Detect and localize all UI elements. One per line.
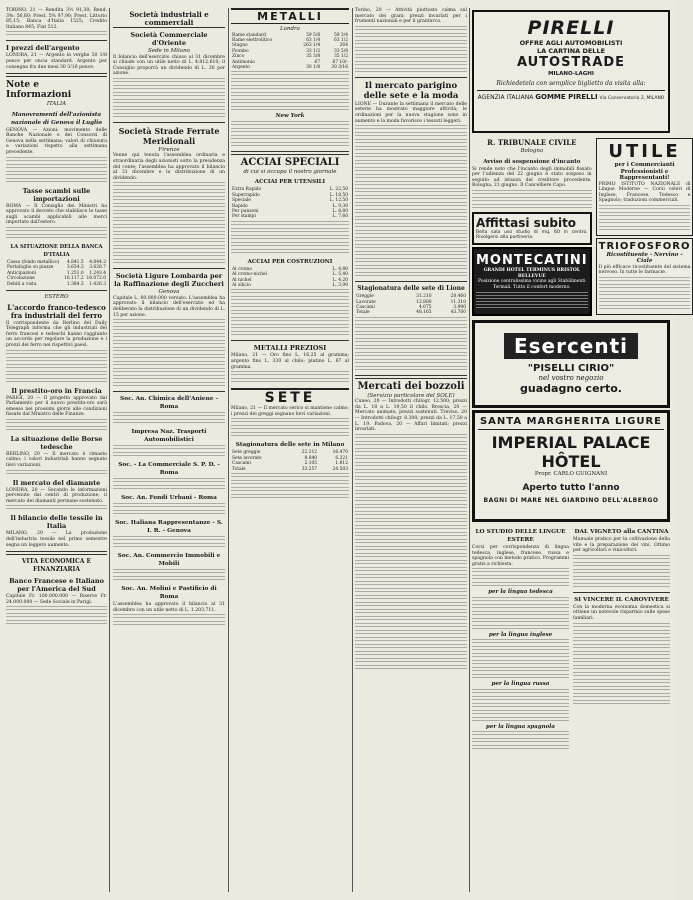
utile-text: PRIMO ISTITUTO NAZIONALE di Lingue Moderne — Corsi celeri di Inglese, Francese, Tedesco e Spagnolo; traduzioni commerciali. [598,181,691,204]
banca-table [6,260,107,287]
banca-heading: LA SITUAZIONE DELLA BANCA D'ITALIA [10,244,103,258]
table-row: Circolazione 16.117.2 16.072.0 [7,276,106,282]
triofosforo-title: TRIOFOSFORO [598,240,691,252]
column-rule [469,8,470,892]
manovre-text: GENOVA — Azioni: movimento delle Banche Nazionale e dei Consorzi di Genova nella settimana; valori di chiusura e variazioni rispetto alla settimana precedente. [6,127,107,156]
table-row: Rame standard 59 5/8 59 3/4 [232,32,348,38]
ligure-heading: Società Ligure Lombarda per la Raffinazione degli Zuccheri [114,272,224,289]
column-1 [6,8,107,892]
trasporti-heading: Impresa Naz. Trasporti Automobilistici [131,429,207,444]
bozzoli-heading: Mercati dei bozzoli [357,380,465,392]
oriente-text: Il bilancio dell'esercizio chiuso al 31 dicembre si chiude con un utile netto di L. 4.812.610; il Consiglio proporrà un dividendo di L. 20 per azione. [113,54,225,77]
table-row: Piombo 33 1/2 33 5/8 [232,48,348,54]
stagionatura-milano-heading: Stagionatura delle sete in Milano [235,442,345,449]
table-row: Totale 48.165 43.760 [356,310,466,316]
tribunale-sub: Avviso di sospensione d'incanto [483,158,581,165]
vita-heading: VITA ECONOMICA E FINANZIARIA [21,558,92,574]
imperial-bagni: BAGNI DI MARE NEL GIARDINO DELL'ALBERGO [483,497,659,505]
ligure-place: Genova [158,289,180,296]
grani-text: Torino, 20 — Attività piuttosto calma sul mercato dei grani; prezzi invariati per i frumenti nazionali e per il granturco. [355,8,467,25]
utile-sub: per i Commercianti Professionisti e Rappresentanti! [614,162,675,181]
montecatini-sub: GRANDI HOTEL TERMINUS BRISTOL BELLEVUE [483,268,580,279]
column-2 [113,8,225,892]
commerciale-heading: Soc. - La Commerciale S. P. D. - Roma [118,462,220,477]
lione-table [355,294,467,316]
table-row: Cascami 2.105 1.812 [232,461,348,467]
fondi-heading: Soc. An. Fondi Urbani - Roma [121,495,217,502]
table-row: Greggie 31.210 28.460 [356,294,466,300]
oriente-heading: Società Commerciale d'Oriente [130,31,208,47]
market-brief: TORINO, 21 — Rendita 3½ 91,30; Rend. 3%: 56,80; Prest. 5% 97,90; Prest. Littorio 85,15; Banca d'Italia 1525; Credito Italiano 845; Fiat 512. [6,8,107,30]
pirelli-agency: AGENZIA ITALIANA GOMME PIRELLI Via Conservatorio 2, MILANO [477,90,665,101]
column-rule [228,8,229,892]
carovivere-heading: SI VINCERE IL CAROVIVERE [574,596,669,603]
strade-text: Venne qui tenuta l'assemblea ordinaria e straordinaria degli azionisti sotto la presidenza del conte; l'assemblea ha approvato il bilancio al 31 dicembre e la distribuzione di un dividendo. [113,153,225,181]
costruzioni-table [231,267,349,289]
stagionatura-milano-table [231,450,349,472]
ligure-text: Capitale L. 60.000.000 versato. L'assemblea ha approvato il bilancio dell'esercizio ed ha deliberato la distribuzione di un dividendo di L. 15 per azione. [113,295,225,318]
bozzoli-sub: (Servizio particolare del SOLE) [367,392,455,399]
lione-heading: Stagionatura delle sete di Lione [357,285,465,293]
tribunale-text: Si rende noto che l'incanto degli immobili fissato per l'udienza del 22 giugno è stato sospeso in seguito ad istanza del creditore procedente. Bologna, 21 giugno. Il Cancelliere Capo. [472,166,592,189]
table-row: Speciale L. 12,50 [232,198,348,204]
pirelli-line2: LA CARTINA DELLE [536,47,606,55]
acciai-sub: di cui si occupa il nostro giornale [243,168,337,175]
table-row: Superrapido L. 18,50 [232,192,348,198]
imperial-open: Aperto tutto l'anno [522,483,620,494]
imperial-proprietor: Propr. CARLO GUIGNANI [534,471,608,478]
tribunale-place: Bologna [520,148,544,154]
cantina-heading: DAL VIGNETO alla CANTINA [574,529,669,536]
russa-heading: per la lingua russa [491,681,550,688]
accordo-heading: L'accordo franco-tedesco fra industriali del ferro [7,302,106,320]
pirelli-logo: PIRELLI [527,17,615,39]
table-row: Al cromo L. 4,80 [232,266,348,272]
montecatini-text: Posizione centralissima vicino agli Stabilimenti Termali. Tutto il confort moderno. [478,279,586,290]
tessile-text: MILANO, 20 — La produzione dell'industria tessile nel primo semestre segna un leggero aumento. [6,531,107,548]
table-row: Sete greggie 22.312 16.470 [232,450,348,456]
chimica-heading: Soc. An. Chimica dell'Aniene - Roma [120,396,218,411]
pirelli-ad[interactable] [472,10,670,133]
table-row: Cassa (fondo metallico) 4.841.5 4.844.2 [7,260,106,265]
table-row: Cascami 4.075 3.990 [356,304,466,310]
preziosi-heading: METALLI PREZIOSI [253,344,327,353]
affittasi-text: Bella sala uso studio di mq. 60 in centro. Rivolgersi alla portineria. [476,229,588,241]
note-heading: Note e Informazioni [6,80,72,101]
tasse-text: ROMA — Il Consiglio dei Ministri ha approvato il decreto che stabilisce le tasse sugli scambi applicabili alle merci importate dall'estero. [6,203,107,226]
utile-ad[interactable] [596,138,693,236]
imperial-name: IMPERIAL PALACE HÔTEL [491,433,651,472]
pirelli-note: Richiedetela con semplice biglietto da visita alla: [496,80,646,87]
lingue-heading: LO STUDIO DELLE LINGUE ESTERE [475,529,566,544]
rappresentanze-heading: Soc. Italiana Rappresentanze - S. I. R. - Genova [115,520,223,535]
tessile-heading: Il bilancio delle tessile in Italia [10,514,103,531]
parigino-text: LIONE — Durante la settimana il mercato delle seterie ha mostrato maggiore attività; le ordinazioni per la nuova stagione sono in aumento e la moda favorisce i tessuti leggeri. [355,101,467,124]
table-row: Lavorate 12.880 11.310 [356,299,466,305]
montecatini-ad[interactable] [472,247,592,316]
carovivere-text: Con la moderna economia domestica si ottiene un notevole risparmio sulle spese familiari. [573,604,670,622]
montecatini-title: MONTECATINI [476,253,588,269]
metalli-table [231,33,349,71]
banco-heading: Banco Francese e Italiano per l'America del Sud [9,577,104,594]
preziosi-text: Milano, 21 — Oro fino L. 16,25 al gramma; argento fino L. 330 al chilo; platino L. 67 al gramma. [231,353,349,370]
table-row: Antimonio 67 67 10/- [232,59,348,65]
esercenti-line2: nel vostro negozio [538,374,604,383]
table-row: Portafoglio su piazze 3.654.3 3.628.7 [7,265,106,271]
lingue-text: Corsi per corrispondenza di lingua tedesca, inglese, francese, russa e spagnola con metodo pratico. Programmi gratis a richiesta. [472,545,569,567]
pirelli-line1: OFFRE AGLI AUTOMOBILISTI [519,39,623,47]
table-row: Totale 33.257 24.503 [232,466,348,472]
affittasi-title: Affittasi subito [476,215,577,230]
pirelli-line3: AUTOSTRADE [516,55,626,70]
column-5-ads [472,8,691,892]
esercenti-ad[interactable] [472,320,670,408]
molini-heading: Soc. An. Molini e Pastificio di Roma [121,586,217,601]
banco-text: Capitale Fr. 100.000.000 — Riserve Fr. 24.000.000 — Sede Sociale in Parigi. [6,594,107,605]
table-row: Extra Rapido L. 22,50 [232,187,348,193]
prestito-text: PARIGI, 20 — Il progetto approvato dal Parlamento per il nuovo prestito-oro sarà emesso nei prossimi giorni alle condizioni fissate dal Ministro delle Finanze. [6,395,107,418]
prestito-heading: Il prestito-oro in Francia [11,386,102,395]
table-row: Per stampi L. 7,60 [232,214,348,220]
tasse-heading: Tasse scambi sulle importazioni [22,186,91,203]
table-row: Anticipazioni 1.251.0 1.243.4 [7,270,106,276]
column-4 [355,8,467,892]
newyork-heading: New York [275,113,305,120]
cantina-text: Manuale pratico per la coltivazione della vite e la preparazione dei vini. Ottimo per agricoltori e vinicoltori. [573,537,670,554]
sete-heading: SETE [231,388,349,406]
immobili-heading: Soc. An. Commercio Immobili e Mobili [117,553,221,568]
pirelli-line4: MILANO-LAGHI [548,71,594,77]
column-rule [109,8,110,892]
table-row: Debiti a vista 1.384.3 1.426.3 [7,281,106,287]
table-row: Al cromo-nichel L. 5,40 [232,272,348,278]
utile-title: UTILE [608,141,681,162]
table-row: Sete lavorate 8.840 6.221 [232,455,348,461]
column-rule [352,8,353,892]
table-row: Rame elettrolitico 63 1/4 63 1/2 [232,37,348,43]
table-row: Rapido L. 9,30 [232,203,348,209]
societa-heading: Società industriali e commerciali [113,11,225,28]
acciai-table [231,187,349,219]
diamante-text: LONDRA, 20 — Secondo le informazioni pervenute dai centri di produzione, il mercato dei diamanti permane sostenuto. [6,487,107,504]
estero-label: ESTERO [44,294,69,301]
esercenti-line3: guadagno certo. [520,382,622,396]
table-row: Al nichel L. 4,20 [232,277,348,283]
borse-heading: La situazione delle Borse tedesche [10,434,103,451]
accordo-text: Il corrispondente da Berlino del Daily Telegraph informa che gli industriali del ferro francesi e tedeschi hanno raggiunto un accordo per regolare la produzione e i prezzi del ferro nei rispettivi paesi. [6,320,107,348]
inglese-heading: per la lingua inglese [488,631,553,638]
parigino-heading: Il mercato parigino delle sete e la moda [363,80,459,101]
affittasi-ad[interactable] [472,212,592,245]
esercenti-product: "PISELLI CIRIO" [527,363,615,375]
acciai-heading: ACCIAI SPECIALI [240,156,340,168]
tedesca-heading: per la lingua tedesca [488,589,553,596]
spagnola-heading: per la lingua spagnola [486,723,555,730]
table-row: Per punzoni L. 8,80 [232,208,348,214]
oriente-place: Sede in Milano [148,48,190,54]
imperial-location: SANTA MARGHERITA LIGURE [478,416,664,430]
diamante-heading: Il mercato del diamante [12,478,101,487]
tribunale-heading: R. TRIBUNALE CIVILE [487,138,577,147]
esercenti-title: Esercenti [504,333,638,359]
bozzoli-text: Cuneo, 20 — Introdotti chilogr. 12.500; prezzi da L. 18 a L. 19,50 il chilo. Brescia, 20 — Mercato animato, prezzi sostenuti. Treviso, 20 — Introdotti chilogr. 8.300; prezzi da L. 17,50 a L. 19. Padova, 20 — Affari limitati; prezzi invariati. [355,399,467,433]
italia-subheading: ITALIA [46,101,67,108]
metalli-heading: METALLI [231,8,349,24]
costruzioni-heading: ACCIAI PER COSTRUZIONI [247,258,333,265]
metalli-place: Londra [280,26,300,32]
silver-prices-heading: I prezzi dell'argento [6,44,80,53]
imperial-ad[interactable] [472,410,670,522]
silver-prices-text: LONDRA, 21 — Argento in verghe 30 1/8 pence per oncia standard. Argento per consegna fra due mesi 30 3/16 pence. [6,53,107,70]
triofosforo-sub: Ricostituente - Nervino - Ciale [606,251,683,265]
borse-text: BERLINO, 20 — Il mercato è rimasto calmo; i valori industriali hanno segnato lievi variazioni. [6,451,107,469]
table-row: Argento 30 1/8 30 3/16 [232,64,348,70]
manovre-heading: Manovramenti dell'azionista nazionale di Genova il Luglio [10,111,103,126]
strade-place: Firenze [158,146,180,153]
triofosforo-ad[interactable] [596,238,693,315]
column-3 [231,8,349,892]
sete-text: Milano, 21 — Il mercato serico si mantiene calmo; i prezzi dei greggi segnano lievi variazioni. [231,406,349,417]
table-row: Al silicio L. 3,90 [232,283,348,288]
table-row: Stagno 263 1/4 264 [232,43,348,49]
triofosforo-text: Il più efficace ricostituente del sistema nervoso. In tutte le farmacie. [598,264,691,276]
molini-text: L'assemblea ha approvato il bilancio al 31 dicembre con un utile netto di L. 1.203.711. [113,602,225,613]
strade-heading: Società Strade Ferrate Meridionali [118,125,220,146]
table-row: Zinco 35 3/8 35 1/2 [232,54,348,60]
acciai-utensili-heading: ACCIAI PER UTENSILI [254,179,326,186]
